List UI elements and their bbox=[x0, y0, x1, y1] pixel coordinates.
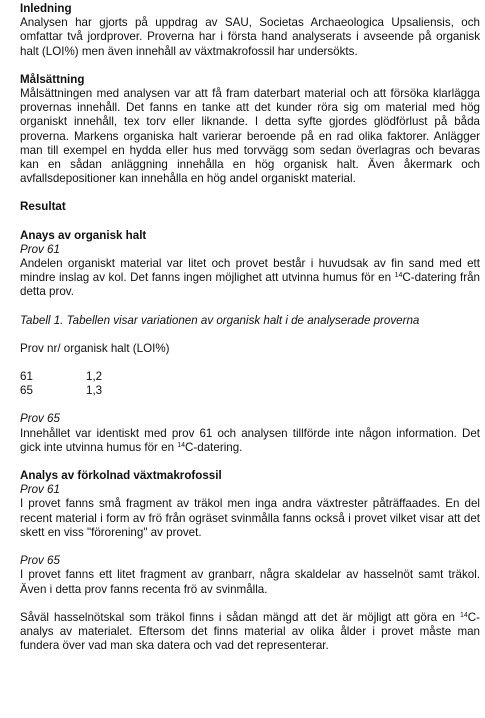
label-prov-61: Prov 61 bbox=[20, 483, 60, 497]
table-cell-halt: 1,2 bbox=[86, 370, 103, 384]
superscript-14: 14 bbox=[177, 441, 186, 449]
text-segment: Andelen organiskt material var litet och provet består i huvudsak av fin sand med ett mindre inslag av kol. Det fanns ingen möjlighet att utvinna humus för en bbox=[20, 257, 480, 285]
label-prov-65: Prov 65 bbox=[20, 554, 60, 568]
heading-vaxtmakrofossil: Analys av förkolnad växtmakrofossil bbox=[20, 469, 222, 483]
heading-resultat: Resultat bbox=[20, 200, 66, 214]
heading-inledning: Inledning bbox=[20, 2, 72, 15]
document-page bbox=[20, 2, 480, 653]
table-header: Prov nr/ organisk halt (LOI%) bbox=[20, 341, 170, 355]
paragraph-prov-65-makro: I provet fanns ett litet fragment av granbarr, några skaldelar av hasselnöt samt träkol. Även i detta prov fanns recenta frö av svinmålla. bbox=[20, 568, 480, 596]
paragraph-malsattning: Målsättningen med analysen var att få fram daterbart material och att försöka klarlägga provernas innehåll. Det fanns en tanke att det kunder röra sig om material med hög organiskt innehåll, tex torv eller liknande. I detta syfte gjordes glödförlust på båda proverna. Markens organiska halt varierar beroende på en rad olika faktorer. Anlägger man till exempel en hydda eller hus med torvvägg som sedan överlagras och bevaras kan en sådan anläggning innehålla en hög organisk halt. Även åkermark och avfallsdepositioner kan innehålla en hög andel organiskt material. bbox=[20, 87, 480, 186]
text-segment: Innehållet var identiskt med prov 61 och analysen tillförde inte någon information. Det gick inte utvinna humus för en bbox=[20, 426, 480, 454]
paragraph-closing bbox=[20, 611, 480, 654]
text-segment: C-datering från detta prov. bbox=[20, 271, 480, 299]
heading-malsattning: Målsättning bbox=[20, 72, 85, 86]
paragraph-prov-61-makro: I provet fanns små fragment av träkol men inga andra växtrester påträffaades. En del recent material i form av frö från ogräset svinmålla fanns också i provet vilket visar att det skett en viss "förorening" av provet. bbox=[20, 497, 480, 539]
loi-table bbox=[20, 370, 480, 398]
table-caption: Tabell 1. Tabellen visar variationen av organisk halt i de analyserade proverna bbox=[20, 313, 420, 327]
text-segment: Såväl hasselnötskal som träkol finns i sådan mängd att det är möjligt att göra en bbox=[20, 610, 460, 624]
paragraph-prov-65-organisk bbox=[20, 427, 480, 455]
label-prov-61: Prov 61 bbox=[20, 242, 60, 256]
text-segment: C-datering. bbox=[185, 440, 243, 454]
heading-organisk-halt: Anays av organisk halt bbox=[20, 228, 147, 242]
table-cell-prov: 65 bbox=[20, 384, 33, 398]
table-row bbox=[20, 370, 480, 384]
superscript-14: 14 bbox=[459, 611, 468, 619]
label-prov-65: Prov 65 bbox=[20, 412, 60, 426]
paragraph-prov-61-organisk bbox=[20, 257, 480, 300]
table-cell-prov: 61 bbox=[20, 370, 33, 384]
text-segment: C-analys av materialet. Eftersom det finns material av olika ålder i provet måste man fundera över vad man ska datera och vad det representerar. bbox=[20, 610, 480, 653]
table-row bbox=[20, 384, 480, 398]
table-cell-halt: 1,3 bbox=[86, 384, 103, 398]
superscript-14: 14 bbox=[394, 272, 403, 280]
paragraph-inledning: Analysen har gjorts på uppdrag av SAU, Societas Archaeologica Upsaliensis, och omfattar två jordprover. Proverna har i första hand analyserats i avseende på organisk halt (LOI%) men även innehåll av växtmakrofossil har undersökts. bbox=[20, 16, 480, 58]
